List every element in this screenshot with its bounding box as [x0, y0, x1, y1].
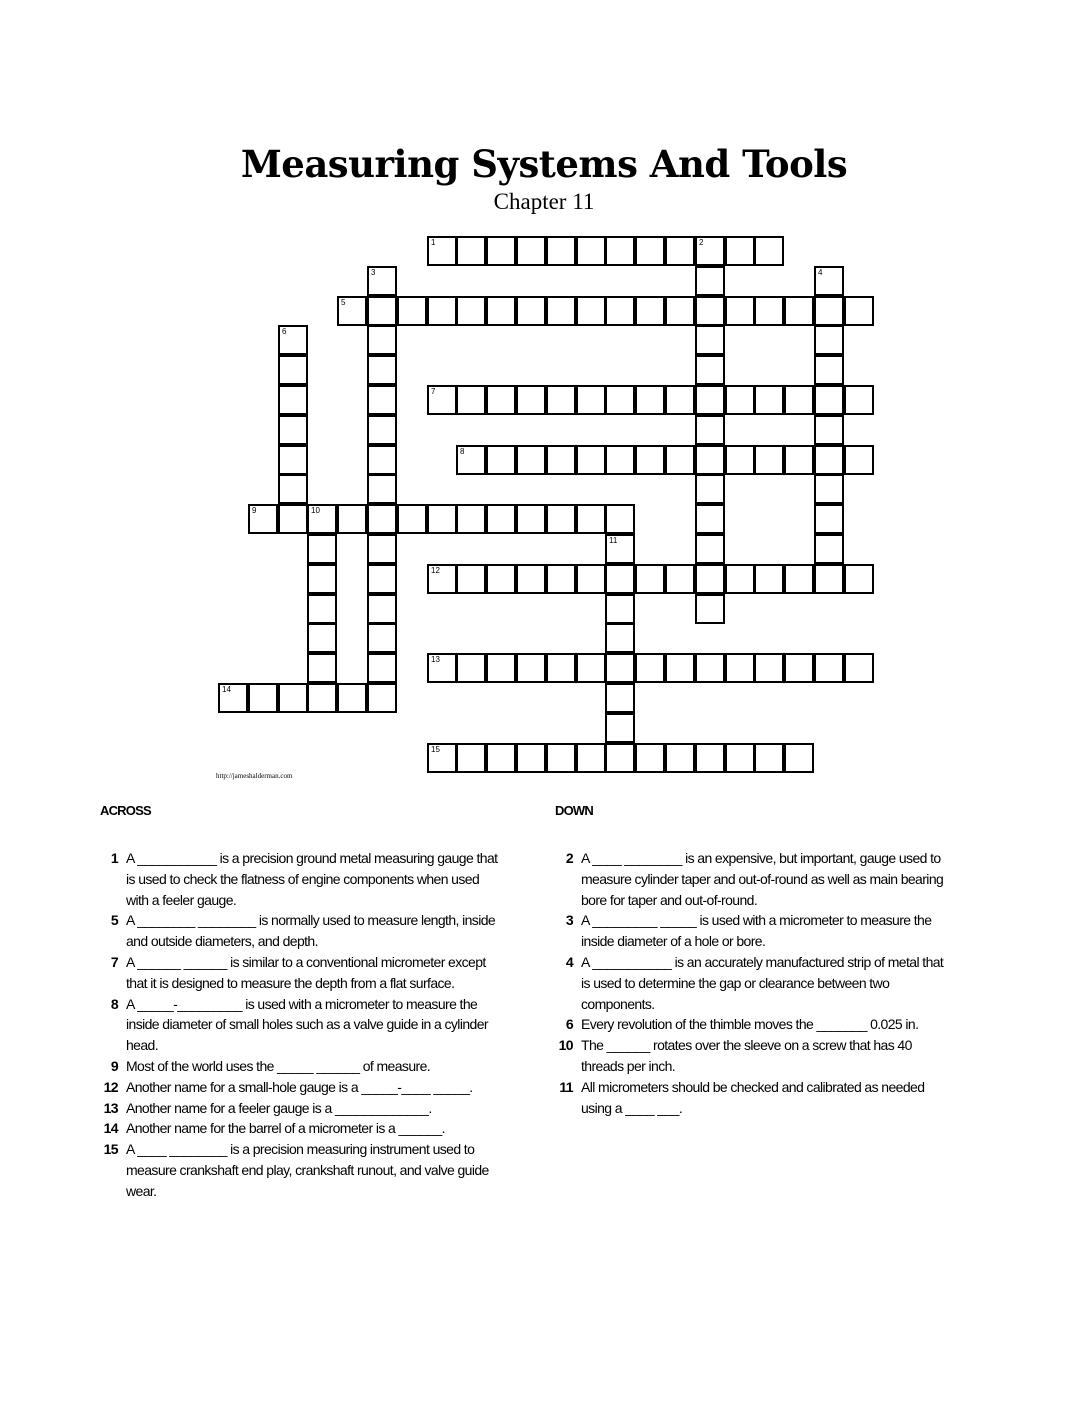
across-column: [100, 803, 500, 1202]
grid-cell[interactable]: [546, 296, 576, 326]
grid-cell[interactable]: [665, 653, 695, 683]
grid-cell[interactable]: [814, 445, 844, 475]
grid-cell[interactable]: [516, 236, 546, 266]
grid-cell[interactable]: [665, 385, 695, 415]
clue-number: 14: [103, 1120, 118, 1137]
grid-cell-number: 4: [818, 268, 823, 277]
clue-number: 7: [110, 953, 118, 970]
grid-cell[interactable]: [307, 594, 337, 624]
grid-cell[interactable]: [456, 653, 486, 683]
grid-cell[interactable]: [844, 445, 874, 475]
across-clue: [100, 994, 500, 1056]
grid-cell[interactable]: [486, 653, 516, 683]
grid-cell[interactable]: [516, 653, 546, 683]
clue-text: The ______ rotates over the sleeve on a screw that has 40 threads per inch.: [581, 1037, 912, 1074]
grid-cell[interactable]: [605, 683, 635, 713]
grid-cell[interactable]: [635, 445, 665, 475]
grid-cell[interactable]: [784, 385, 814, 415]
grid-cell[interactable]: [456, 743, 486, 773]
grid-cell[interactable]: [486, 385, 516, 415]
grid-cell[interactable]: [695, 594, 725, 624]
grid-cell-number: 10: [311, 506, 320, 515]
grid-cell[interactable]: [576, 564, 606, 594]
grid-cell-number: 14: [222, 685, 231, 694]
grid-cell[interactable]: [248, 683, 278, 713]
grid-cell[interactable]: [814, 653, 844, 683]
grid-cell[interactable]: [278, 683, 308, 713]
across-clue: [100, 1139, 500, 1201]
grid-cell[interactable]: [397, 504, 427, 534]
clue-number: 2: [565, 850, 573, 866]
grid-cell[interactable]: [725, 296, 755, 326]
grid-cell[interactable]: [605, 623, 635, 653]
grid-cell[interactable]: [814, 385, 844, 415]
clue-text: All micrometers should be checked and calibrated as needed using a ____ ___.: [581, 1078, 925, 1116]
page-subtitle: Chapter 11: [493, 189, 595, 214]
grid-cell[interactable]: [695, 385, 725, 415]
grid-cell[interactable]: [605, 594, 635, 624]
grid-cell[interactable]: [635, 236, 665, 266]
grid-cell[interactable]: [695, 653, 725, 683]
grid-cell[interactable]: [367, 474, 397, 504]
down-clue: [555, 1077, 955, 1119]
grid-cell[interactable]: [337, 683, 367, 713]
grid-cell[interactable]: [546, 504, 576, 534]
grid-cell[interactable]: [456, 385, 486, 415]
clue-number: 12: [103, 1078, 118, 1095]
grid-cell[interactable]: [337, 504, 367, 534]
clue-text: A ___________ is a precision ground metal measuring gauge that is used to check the flatness of engine components when used with a feeler gauge.: [126, 850, 498, 908]
grid-cell[interactable]: [754, 236, 784, 266]
grid-cell[interactable]: [367, 266, 397, 296]
grid-cell[interactable]: [635, 653, 665, 683]
grid-cell[interactable]: [754, 564, 784, 594]
grid-cell[interactable]: [635, 385, 665, 415]
grid-cell[interactable]: [516, 296, 546, 326]
grid-cell[interactable]: [307, 564, 337, 594]
grid-cell[interactable]: [754, 296, 784, 326]
clue-number: 8: [110, 995, 118, 1012]
grid-cell[interactable]: [248, 504, 278, 534]
grid-cell[interactable]: [784, 653, 814, 683]
grid-cell[interactable]: [278, 325, 308, 355]
grid-cell[interactable]: [307, 504, 337, 534]
grid-cell[interactable]: [367, 564, 397, 594]
grid-cell[interactable]: [307, 683, 337, 713]
clue-text: A ____ ________ is an expensive, but important, gauge used to measure cylinder taper and out-of-round as well as main bearing bore for taper and out-of-round.: [581, 850, 944, 908]
grid-cell[interactable]: [576, 504, 606, 534]
grid-cell-number: 15: [431, 745, 440, 754]
grid-cell[interactable]: [844, 385, 874, 415]
grid-cell[interactable]: [367, 415, 397, 445]
grid-cell[interactable]: [546, 743, 576, 773]
grid-cell[interactable]: [576, 653, 606, 683]
grid-cell[interactable]: [576, 236, 606, 266]
grid-cell[interactable]: [486, 564, 516, 594]
grid-cell[interactable]: [367, 325, 397, 355]
across-clue: [100, 1118, 500, 1139]
grid-cell[interactable]: [695, 266, 725, 296]
clue-number: 15: [103, 1141, 118, 1158]
grid-cell[interactable]: [486, 504, 516, 534]
across-clue-list: [100, 848, 500, 1202]
grid-cell[interactable]: [367, 445, 397, 475]
grid-cell[interactable]: [695, 504, 725, 534]
grid-cell-number: 6: [282, 327, 287, 336]
clue-text: Another name for the barrel of a micrometer is a ______.: [126, 1120, 445, 1137]
grid-cell[interactable]: [456, 296, 486, 326]
grid-cell[interactable]: [516, 743, 546, 773]
clue-text: Most of the world uses the _____ ______ of measure.: [126, 1057, 431, 1074]
clue-text: A ___________ is an accurately manufactured strip of metal that is used to determine the gap or clearance between two components.: [581, 953, 944, 1012]
grid-cell[interactable]: [665, 445, 695, 475]
across-clue: [100, 1098, 500, 1119]
across-clue: [100, 848, 500, 910]
down-clue-list: [555, 848, 955, 1118]
grid-cell[interactable]: [725, 564, 755, 594]
grid-cell[interactable]: [844, 653, 874, 683]
clue-number: 9: [110, 1057, 118, 1074]
across-clue: [100, 1077, 500, 1098]
clue-number: 5: [110, 912, 118, 929]
grid-cell[interactable]: [844, 296, 874, 326]
down-clue: [555, 848, 955, 910]
grid-cell[interactable]: [695, 325, 725, 355]
clue-number: 6: [565, 1016, 573, 1033]
grid-cell-number: 9: [252, 506, 257, 515]
clue-number: 3: [565, 912, 573, 929]
grid-cell[interactable]: [278, 385, 308, 415]
across-heading: ACROSS: [100, 803, 151, 818]
grid-cell[interactable]: [546, 653, 576, 683]
grid-cell[interactable]: [665, 236, 695, 266]
grid-cell-number: 13: [431, 655, 440, 664]
grid-cell[interactable]: [278, 355, 308, 385]
grid-cell[interactable]: [665, 564, 695, 594]
grid-cell[interactable]: [725, 445, 755, 475]
grid-cell[interactable]: [307, 653, 337, 683]
clue-text: A _________ _____ is used with a micrometer to measure the inside diameter of a hole or bore.: [581, 912, 932, 950]
grid-cell[interactable]: [516, 564, 546, 594]
grid-cell[interactable]: [814, 296, 844, 326]
grid-cell[interactable]: [367, 683, 397, 713]
grid-cell[interactable]: [367, 296, 397, 326]
grid-cell[interactable]: [576, 296, 606, 326]
grid-cell[interactable]: [576, 445, 606, 475]
clue-number: 1: [110, 850, 118, 866]
grid-cell[interactable]: [725, 653, 755, 683]
grid-cell[interactable]: [784, 564, 814, 594]
grid-cell[interactable]: [486, 236, 516, 266]
clue-text: A ________ ________ is normally used to measure length, inside and outside diameters, and depth.: [126, 912, 496, 950]
grid-cell[interactable]: [665, 743, 695, 773]
grid-cell-number: 12: [431, 566, 440, 575]
grid-cell[interactable]: [427, 743, 457, 773]
grid-cell[interactable]: [456, 564, 486, 594]
grid-cell[interactable]: [725, 236, 755, 266]
grid-cell[interactable]: [516, 385, 546, 415]
grid-cell[interactable]: [367, 385, 397, 415]
grid-cell[interactable]: [367, 653, 397, 683]
grid-cell[interactable]: [605, 296, 635, 326]
grid-cell[interactable]: [278, 445, 308, 475]
clue-text: A ____ ________ is a precision measuring instrument used to measure crankshaft end play, crankshaft runout, and valve guide wear.: [126, 1141, 489, 1199]
grid-cell[interactable]: [814, 325, 844, 355]
down-clue: [555, 1014, 955, 1035]
clue-number: 10: [558, 1037, 573, 1054]
grid-cell[interactable]: [844, 564, 874, 594]
grid-cell[interactable]: [725, 743, 755, 773]
grid-cell[interactable]: [576, 743, 606, 773]
page-title: Measuring Systems And Tools: [240, 142, 848, 186]
grid-cell-number: 1: [431, 238, 436, 247]
down-clue: [555, 1035, 955, 1077]
grid-cell[interactable]: [546, 445, 576, 475]
grid-cell[interactable]: [605, 653, 635, 683]
clue-text: Every revolution of the thimble moves the _______ 0.025 in.: [581, 1016, 919, 1033]
down-column: [555, 803, 955, 1118]
grid-cell[interactable]: [695, 445, 725, 475]
clue-text: Another name for a small-hole gauge is a _____-____ _____.: [126, 1078, 473, 1095]
grid-cell[interactable]: [814, 355, 844, 385]
grid-cell[interactable]: [278, 474, 308, 504]
grid-cell[interactable]: [635, 564, 665, 594]
grid-cell[interactable]: [337, 296, 367, 326]
grid-cell[interactable]: [605, 743, 635, 773]
grid-cell[interactable]: [427, 296, 457, 326]
grid-cell[interactable]: [456, 504, 486, 534]
grid-cell[interactable]: [754, 445, 784, 475]
grid-cell[interactable]: [814, 534, 844, 564]
grid-cell[interactable]: [486, 296, 516, 326]
grid-cell[interactable]: [784, 296, 814, 326]
grid-cell[interactable]: [814, 504, 844, 534]
grid-cell[interactable]: [546, 564, 576, 594]
grid-cell[interactable]: [605, 236, 635, 266]
grid-cell[interactable]: [814, 415, 844, 445]
clue-number: 13: [103, 1099, 118, 1116]
grid-cell-number: 11: [609, 536, 618, 545]
grid-cell[interactable]: [605, 385, 635, 415]
grid-cell[interactable]: [814, 266, 844, 296]
grid-cell[interactable]: [695, 534, 725, 564]
grid-cell[interactable]: [635, 743, 665, 773]
grid-cell[interactable]: [367, 623, 397, 653]
grid-cell[interactable]: [754, 385, 784, 415]
grid-cell[interactable]: [754, 743, 784, 773]
grid-cell[interactable]: [546, 385, 576, 415]
grid-cell[interactable]: [516, 504, 546, 534]
grid-cell[interactable]: [695, 355, 725, 385]
grid-cell[interactable]: [516, 445, 546, 475]
grid-cell[interactable]: [546, 236, 576, 266]
grid-cell[interactable]: [427, 504, 457, 534]
across-clue: [100, 952, 500, 994]
grid-cell[interactable]: [665, 296, 695, 326]
grid-cell-number: 3: [371, 268, 376, 277]
grid-cell-number: 7: [431, 387, 436, 396]
grid-cell[interactable]: [754, 653, 784, 683]
grid-cell[interactable]: [605, 713, 635, 743]
grid-cell[interactable]: [456, 445, 486, 475]
grid-cell[interactable]: [397, 296, 427, 326]
source-url: http://jameshalderman.com: [216, 772, 293, 780]
grid-cell[interactable]: [486, 743, 516, 773]
grid-cell[interactable]: [278, 415, 308, 445]
grid-cell[interactable]: [278, 504, 308, 534]
grid-cell[interactable]: [576, 385, 606, 415]
grid-cell-number: 8: [460, 447, 465, 456]
grid-cell[interactable]: [605, 445, 635, 475]
grid-cell[interactable]: [456, 236, 486, 266]
grid-cell[interactable]: [695, 415, 725, 445]
across-clue: [100, 910, 500, 952]
grid-cell[interactable]: [486, 445, 516, 475]
grid-cell[interactable]: [784, 445, 814, 475]
grid-cell[interactable]: [367, 594, 397, 624]
clue-text: A _____-_________ is used with a micrometer to measure the inside diameter of small holes such as a valve guide in a cylinder head.: [126, 995, 488, 1054]
grid-cell[interactable]: [725, 385, 755, 415]
grid-cell[interactable]: [367, 504, 397, 534]
grid-cell[interactable]: [427, 564, 457, 594]
grid-cell[interactable]: [605, 534, 635, 564]
clue-number: 4: [565, 953, 573, 970]
down-heading: DOWN: [555, 803, 593, 818]
grid-cell[interactable]: [605, 564, 635, 594]
grid-cell[interactable]: [218, 683, 248, 713]
grid-cell-number: 2: [699, 238, 704, 247]
clue-text: Another name for a feeler gauge is a _____________.: [126, 1099, 432, 1116]
grid-cell[interactable]: [695, 474, 725, 504]
clue-number: 11: [559, 1078, 573, 1095]
grid-cell[interactable]: [427, 236, 457, 266]
grid-cell[interactable]: [814, 564, 844, 594]
grid-cell[interactable]: [814, 474, 844, 504]
grid-cell[interactable]: [695, 743, 725, 773]
grid-cell[interactable]: [367, 534, 397, 564]
grid-cell-number: 5: [341, 298, 346, 307]
clue-text: A ______ ______ is similar to a conventional micrometer except that it is designed to measure the depth from a flat surface.: [126, 953, 486, 991]
grid-cell[interactable]: [635, 296, 665, 326]
grid-cell[interactable]: [307, 623, 337, 653]
grid-cell[interactable]: [427, 653, 457, 683]
across-clue: [100, 1056, 500, 1077]
grid-cell[interactable]: [605, 504, 635, 534]
grid-cell[interactable]: [695, 564, 725, 594]
down-clue: [555, 910, 955, 952]
down-clue: [555, 952, 955, 1014]
grid-cell[interactable]: [695, 236, 725, 266]
grid-cell[interactable]: [427, 385, 457, 415]
grid-cell[interactable]: [784, 743, 814, 773]
grid-cell[interactable]: [695, 296, 725, 326]
grid-cell[interactable]: [307, 534, 337, 564]
grid-cell[interactable]: [367, 355, 397, 385]
